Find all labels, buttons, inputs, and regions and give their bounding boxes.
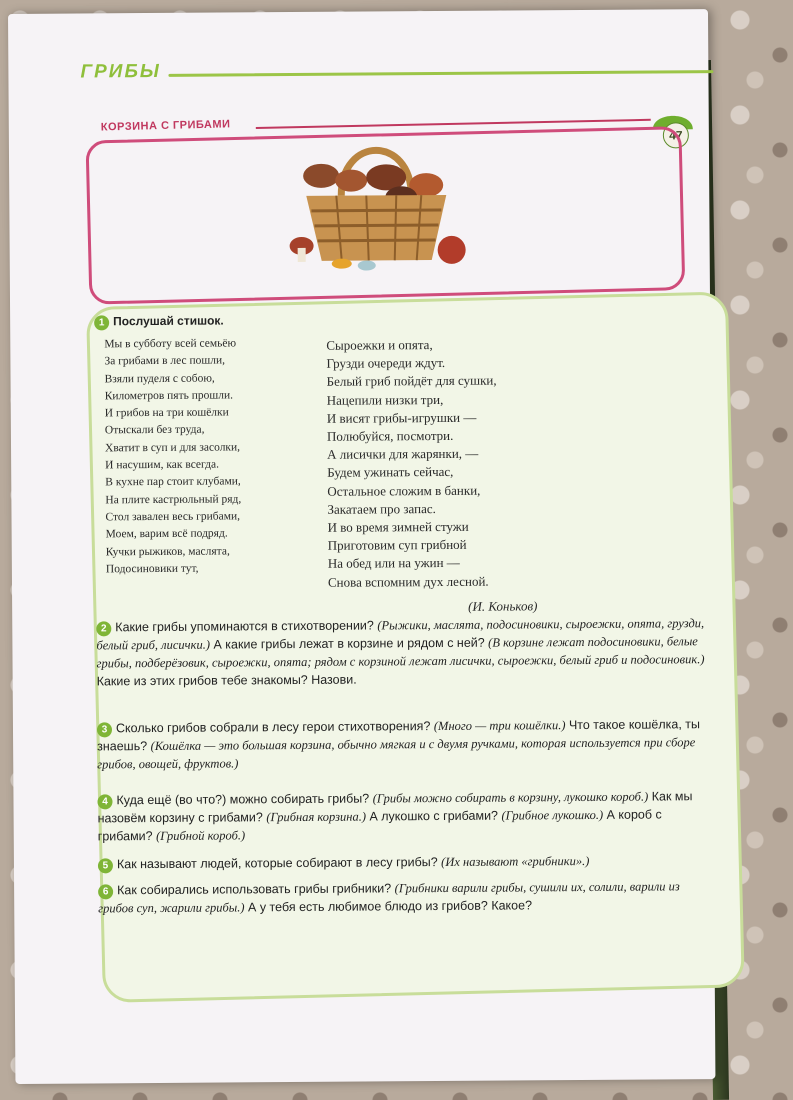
poem-line: Остальное сложим в банки, [327,482,481,499]
question-text: Как называют людей, которые собирают в лесу грибы? [116,854,442,872]
poem-line: Грузди очереди ждут. [326,355,446,371]
poem-line: Полюбуйся, посмотри. [326,427,454,444]
poem-line: Снова вспомним дух лесной. [327,573,489,590]
question-2 [96,614,708,690]
question-text: А короб с грибами? [97,807,662,844]
poem-line: На обед или на ужин — [327,555,460,572]
poem-line: На плите кастрюльный ряд, [105,493,242,507]
poem-line: Нацепили низки три, [326,391,444,408]
task-1-text: Послушай стишок. [113,313,224,329]
question-text: А у тебя есть любимое блюдо из грибов? Какое? [244,898,533,915]
task-1-heading [94,314,224,331]
poem-line: Подосиновики тут, [105,562,199,576]
poem-author: (И. Коньков) [468,598,538,614]
poem-line: Сыроежки и опята, [326,337,433,353]
question-text: Как мы назовём корзину с грибами? [97,789,693,826]
poem-line: Приготовим суп грибной [327,537,467,554]
task-number-badge: 4 [97,794,112,809]
poem-line: Стол завален весь грибами, [105,510,241,524]
question-text: Что такое кошёлка, ты знаешь? [97,717,701,754]
answer-text: (Их называют «грибники».) [441,853,590,869]
header-rule [168,70,713,77]
question-text: Куда ещё (во что?) можно собирать грибы? [116,791,373,808]
poem-line: Закатаем про запас. [327,500,436,517]
question-text: А какие грибы лежат в корзине и рядом с ней? [209,635,489,652]
task-number-badge: 5 [98,858,113,873]
question-6 [98,877,710,917]
book-page [8,9,715,1084]
answer-text: (Грибной короб.) [156,828,246,843]
poem-line: Моем, варим всё подряд. [105,527,228,541]
task-number-badge: 2 [96,621,111,636]
question-text: А лукошко с грибами? [365,808,502,824]
poem-line: Будем ужинать сейчас, [327,464,454,481]
question-text: Как собирались использовать грибы грибники? [117,881,395,898]
mushroom-basket-illustration [281,135,467,281]
question-text: Какие из этих грибов тебе знакомы? Назови. [96,672,357,689]
answer-text: (Грибное лукошко.) [501,807,604,823]
poem-line: Взяли пуделя с собою, [104,372,215,385]
answer-text: (Рыжики, маслята, подосиновики, сыроежки, опята, грузди, белый гриб, лисички.) [96,616,705,653]
poem-line: Хватит в суп и для засолки, [104,441,241,455]
answer-text: (Грибная корзина.) [266,809,367,825]
poem-line: И во время зимней стужи [327,518,469,535]
poem-line: И висят грибы-игрушки — [326,409,477,426]
task-number-badge: 3 [97,722,112,737]
poem-line: В кухне пар стоит клубами, [105,475,241,489]
answer-text: (Много — три кошёлки.) [433,718,566,734]
question-3 [97,715,709,773]
answer-text: (Кошёлка — это большая корзина, обычно мягкая и с двумя ручками, которая используется при сборе грибов, овощей, фруктов.) [97,735,696,772]
poem-line: Километров пять прошли. [104,389,234,403]
poem-line: А лисички для жарянки, — [327,445,479,463]
section-title: КОРЗИНА С ГРИБАМИ [100,118,231,134]
question-text: Сколько грибов собрали в лесу герои стихотворения? [115,719,434,736]
task-number-badge: 1 [94,315,109,330]
task-number-badge: 6 [98,884,113,899]
question-text: Какие грибы упоминаются в стихотворении? [115,618,378,635]
poem-line: Отыскали без труда, [104,424,205,437]
chapter-title: ГРИБЫ [80,60,161,83]
poem-line: За грибами в лес пошли, [104,354,226,368]
poem-line: Кучки рыжиков, маслята, [105,545,230,558]
question-4 [97,787,709,845]
poem-column-right [326,336,498,592]
poem-column-left [104,335,242,578]
poem-line: Белый гриб пойдёт для сушки, [326,373,497,390]
answer-text: (В корзине лежат подосиновики, белые грибы, подберёзовик, сыроежки, опята; рядом с корзиной лежат лисички, сыроежки, белый гриб и подосиновик.) [96,634,705,671]
poem-line: И насушим, как всегда. [105,458,220,472]
poem-line: И грибов на три кошёлки [104,406,229,420]
page-number: 47 [663,122,689,148]
answer-text: (Грибники варили грибы, сушили их, солили, варили из грибов суп, жарили грибы.) [98,879,680,916]
poem-line: Мы в субботу всей семьёю [104,337,237,351]
answer-text: (Грибы можно собирать в корзину, лукошко короб.) [372,789,649,806]
